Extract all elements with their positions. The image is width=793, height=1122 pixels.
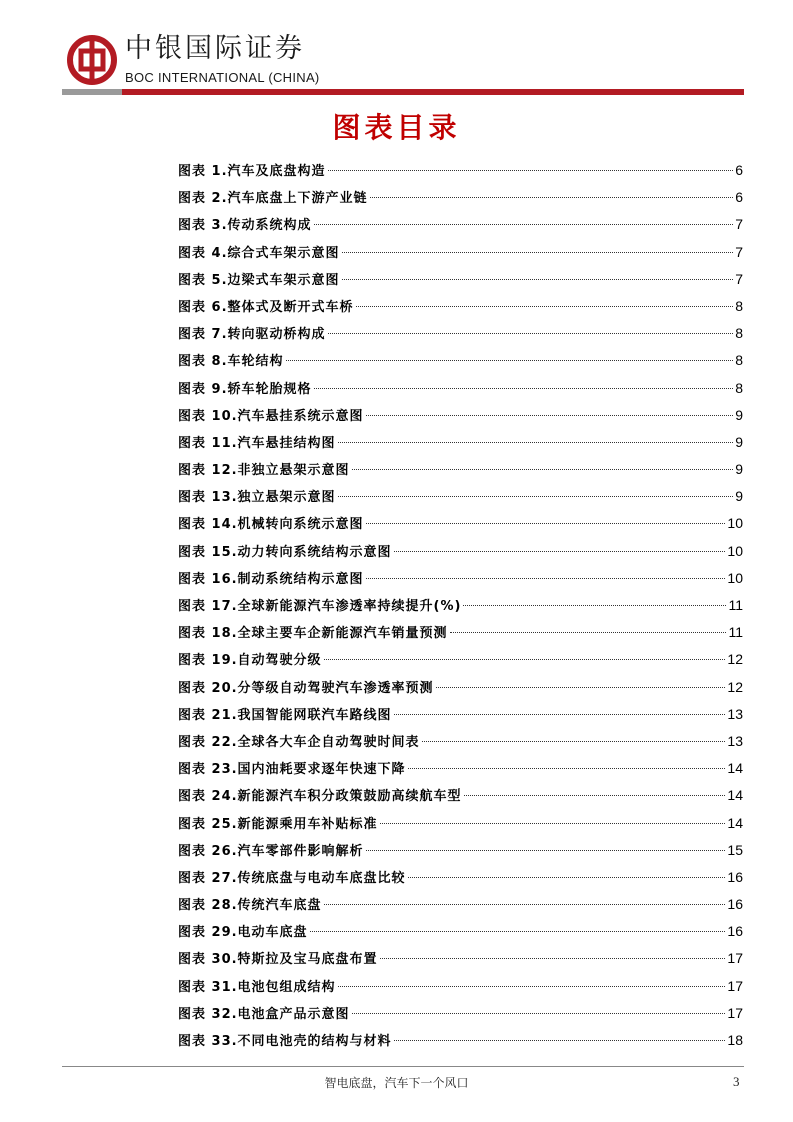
toc-entry-page: 7 [735, 270, 743, 287]
brand-name-english: BOC INTERNATIONAL (CHINA) [125, 70, 320, 85]
toc-dot-leader [338, 495, 734, 497]
toc-entry-label: 图表 27.传统底盘与电动车底盘比较 [178, 870, 406, 886]
toc-entry-page: 12 [727, 651, 743, 668]
toc-dot-leader [338, 441, 734, 443]
toc-entry[interactable] [178, 456, 743, 483]
toc-entry[interactable] [178, 429, 743, 456]
toc-entry-page: 7 [735, 216, 743, 233]
toc-entry-label: 图表 23.国内油耗要求逐年快速下降 [178, 762, 406, 778]
toc-entry[interactable] [178, 402, 743, 429]
toc-entry[interactable] [178, 211, 743, 238]
toc-entry-label: 图表 30.特斯拉及宝马底盘布置 [178, 952, 378, 968]
toc-entry-label: 图表 21.我国智能网联汽车路线图 [178, 707, 392, 723]
toc-dot-leader [342, 278, 734, 280]
toc-dot-leader [463, 604, 726, 606]
toc-entry-label: 图表 25.新能源乘用车补贴标准 [178, 816, 378, 832]
boc-logo-icon [67, 35, 117, 85]
toc-entry[interactable] [178, 728, 743, 755]
toc-entry[interactable] [178, 565, 743, 592]
toc-entry[interactable] [178, 538, 743, 565]
toc-entry[interactable] [178, 918, 743, 945]
toc-entry-page: 9 [735, 433, 743, 450]
toc-entry-label: 图表 12.非独立悬架示意图 [178, 463, 350, 479]
toc-entry-label: 图表 3.传动系统构成 [178, 218, 312, 234]
toc-entry[interactable] [178, 701, 743, 728]
toc-entry-label: 图表 2.汽车底盘上下游产业链 [178, 191, 368, 207]
toc-entry-page: 12 [727, 678, 743, 695]
toc-entry-label: 图表 31.电池包组成结构 [178, 979, 336, 995]
toc-entry-page: 15 [727, 841, 743, 858]
toc-entry-label: 图表 26.汽车零部件影响解析 [178, 843, 364, 859]
toc-entry-page: 8 [735, 325, 743, 342]
toc-entry-label: 图表 28.传统汽车底盘 [178, 898, 322, 914]
toc-entry-label: 图表 22.全球各大车企自动驾驶时间表 [178, 734, 420, 750]
toc-dot-leader [366, 849, 726, 851]
toc-entry-page: 14 [727, 760, 743, 777]
toc-entry[interactable] [178, 293, 743, 320]
toc-entry-label: 图表 29.电动车底盘 [178, 925, 308, 941]
toc-dot-leader [450, 631, 727, 633]
toc-entry-page: 9 [735, 461, 743, 478]
toc-entry-page: 10 [727, 515, 743, 532]
toc-entry[interactable] [178, 973, 743, 1000]
toc-entry[interactable] [178, 891, 743, 918]
toc-dot-leader [352, 468, 734, 470]
toc-dot-leader [356, 305, 734, 307]
toc-entry[interactable] [178, 755, 743, 782]
toc-entry-label: 图表 7.转向驱动桥构成 [178, 327, 326, 343]
toc-entry[interactable] [178, 347, 743, 374]
toc-entry-page: 6 [735, 162, 743, 178]
toc-entry-label: 图表 1.汽车及底盘构造 [178, 164, 326, 179]
toc-dot-leader [366, 577, 726, 579]
toc-entry[interactable] [178, 320, 743, 347]
toc-entry[interactable] [178, 375, 743, 402]
page-title: 图表目录 [332, 111, 461, 144]
toc-dot-leader [380, 957, 726, 959]
toc-dot-leader [324, 903, 726, 905]
toc-entry-label: 图表 5.边梁式车架示意图 [178, 272, 340, 288]
toc-entry-page: 17 [727, 950, 743, 967]
toc-dot-leader [338, 985, 726, 987]
footer-report-title: 智电底盘，汽车下一个风口 [324, 1076, 469, 1090]
toc-entry-page: 8 [735, 379, 743, 396]
toc-entry-label: 图表 24.新能源汽车积分政策鼓励高续航车型 [178, 789, 462, 805]
toc-entry[interactable] [178, 1027, 743, 1054]
toc-entry-label: 图表 18.全球主要车企新能源汽车销量预测 [178, 626, 448, 642]
toc-dot-leader [366, 522, 726, 524]
toc-dot-leader [394, 550, 726, 552]
toc-entry-page: 10 [727, 542, 743, 559]
toc-dot-leader [394, 1039, 726, 1041]
toc-dot-leader [328, 332, 734, 334]
toc-dot-leader [380, 822, 726, 824]
toc-entry[interactable] [178, 184, 743, 211]
toc-entry-page: 13 [727, 732, 743, 749]
toc-entry-page: 17 [727, 977, 743, 994]
toc-dot-leader [408, 767, 726, 769]
toc-entry-page: 8 [735, 297, 743, 314]
toc-dot-leader [370, 196, 734, 198]
toc-entry-label: 图表 20.分等级自动驾驶汽车渗透率预测 [178, 680, 434, 696]
toc-entry-page: 9 [735, 488, 743, 505]
toc-entry[interactable] [178, 864, 743, 891]
toc-entry-page: 6 [735, 189, 743, 206]
toc-entry-label: 图表 33.不同电池壳的结构与材料 [178, 1034, 392, 1049]
table-of-figures [178, 157, 743, 1054]
toc-entry-label: 图表 10.汽车悬挂系统示意图 [178, 408, 364, 424]
toc-entry[interactable] [178, 782, 743, 809]
toc-dot-leader [464, 794, 726, 796]
toc-entry-label: 图表 14.机械转向系统示意图 [178, 517, 364, 533]
header-rule-gray [62, 89, 122, 95]
toc-entry[interactable] [178, 157, 743, 184]
page-header [0, 0, 793, 100]
toc-dot-leader [394, 713, 726, 715]
footer-page-number: 3 [733, 1074, 740, 1089]
toc-entry[interactable] [178, 646, 743, 673]
toc-entry[interactable] [178, 266, 743, 293]
toc-dot-leader [366, 414, 734, 416]
toc-entry-page: 9 [735, 406, 743, 423]
toc-entry-label: 图表 17.全球新能源汽车渗透率持续提升(%) [178, 599, 462, 614]
toc-entry-page: 14 [727, 787, 743, 804]
toc-entry-page: 10 [727, 569, 743, 586]
toc-entry-page: 14 [727, 814, 743, 831]
toc-entry[interactable] [178, 239, 743, 266]
toc-entry[interactable] [178, 619, 743, 646]
toc-entry-label: 图表 11.汽车悬挂结构图 [178, 435, 336, 451]
toc-dot-leader [408, 876, 726, 878]
toc-entry[interactable] [178, 592, 743, 619]
toc-entry-page: 7 [735, 243, 743, 260]
toc-dot-leader [342, 251, 734, 253]
toc-entry-page: 16 [727, 868, 743, 885]
toc-dot-leader [310, 930, 726, 932]
toc-dot-leader [286, 359, 734, 361]
toc-dot-leader [352, 1012, 726, 1014]
toc-dot-leader [314, 387, 734, 389]
header-rule-red [122, 89, 744, 95]
toc-entry-label: 图表 8.车轮结构 [178, 354, 284, 370]
toc-entry[interactable] [178, 510, 743, 537]
toc-entry-label: 图表 4.综合式车架示意图 [178, 245, 340, 261]
toc-entry[interactable] [178, 837, 743, 864]
toc-entry-page: 13 [727, 705, 743, 722]
toc-entry[interactable] [178, 810, 743, 837]
toc-entry[interactable] [178, 483, 743, 510]
toc-entry[interactable] [178, 674, 743, 701]
toc-entry-page: 11 [728, 597, 743, 613]
toc-entry-page: 16 [727, 923, 743, 940]
toc-entry-label: 图表 19.自动驾驶分级 [178, 653, 322, 669]
toc-entry-label: 图表 15.动力转向系统结构示意图 [178, 544, 392, 560]
toc-dot-leader [314, 223, 734, 225]
toc-entry-page: 11 [728, 624, 743, 641]
toc-entry[interactable] [178, 1000, 743, 1027]
toc-dot-leader [328, 169, 734, 171]
toc-dot-leader [324, 658, 726, 660]
toc-dot-leader [422, 740, 726, 742]
toc-entry[interactable] [178, 945, 743, 972]
toc-dot-leader [436, 686, 726, 688]
toc-entry-label: 图表 13.独立悬架示意图 [178, 490, 336, 506]
toc-entry-page: 8 [735, 352, 743, 369]
toc-entry-label: 图表 6.整体式及断开式车桥 [178, 299, 354, 315]
toc-entry-label: 图表 32.电池盒产品示意图 [178, 1006, 350, 1022]
toc-entry-page: 17 [727, 1004, 743, 1021]
toc-entry-page: 16 [727, 896, 743, 913]
toc-entry-label: 图表 9.轿车轮胎规格 [178, 381, 312, 397]
toc-entry-label: 图表 16.制动系统结构示意图 [178, 571, 364, 587]
footer-rule [62, 1066, 744, 1067]
toc-entry-page: 18 [727, 1032, 743, 1048]
brand-name-chinese: 中银国际证券 [125, 33, 305, 64]
